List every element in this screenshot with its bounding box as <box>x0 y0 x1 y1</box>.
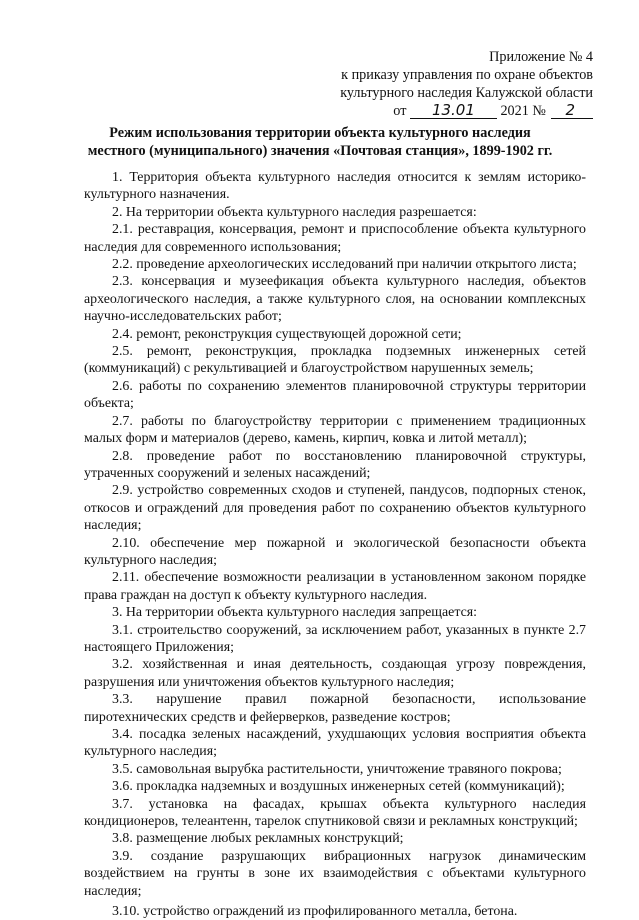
paragraph-3-4: 3.4. посадка зеленых насаждений, ухудшающих условия восприятия объекта культурного наследия; <box>84 727 586 760</box>
paragraph-1: 1. Территория объекта культурного наследия относится к землям историко-культурного назначения. <box>84 170 586 203</box>
paragraph-2-7: 2.7. работы по благоустройству территории с применением традиционных малых форм и материалов (дерево, камень, кирпич, ковка и литой металл); <box>84 413 586 447</box>
handwritten-order-number: 2 <box>551 103 593 119</box>
paragraph-3-10: 3.10. устройство ограждений из профилированного металла, бетона. <box>112 904 518 920</box>
appendix-date-line <box>263 102 593 120</box>
paragraph-2-4: 2.4. ремонт, реконструкция существующей дорожной сети; <box>112 326 462 342</box>
paragraph-3-8: 3.8. размещение любых рекламных конструкций; <box>112 831 404 847</box>
paragraph-2-2: 2.2. проведение археологических исследований при наличии открытого листа; <box>112 257 577 273</box>
paragraph-3-2: 3.2. хозяйственная и иная деятельность, создающая угрозу повреждения, разрушения или уничтожения объектов культурного наследия; <box>84 657 586 690</box>
document-title: Режим использования территории объекта культурного наследия местного (муниципального) значения «Почтовая станция», 1899-1902 гг. <box>87 125 553 159</box>
appendix-order-reference: к приказу управления по охране объектов <box>341 67 593 83</box>
document-body <box>84 169 586 920</box>
paragraph-2-3: 2.3. консервация и музеефикация объекта культурного наследия, объектов археологического наследия, а также культурного слоя, на основании комплексных научно-исследовательских работ; <box>84 274 586 325</box>
appendix-header <box>263 48 593 120</box>
paragraph-2-1: 2.1. реставрация, консервация, ремонт и приспособление объекта культурного наследия для современного использования; <box>84 222 586 255</box>
paragraph-3-1: 3.1. строительство сооружений, за исключением работ, указанных в пункте 2.7 настоящего Приложения; <box>84 622 586 655</box>
paragraph-2-8: 2.8. проведение работ по восстановлению планировочной структуры, утраченных сооружений и зеленых насаждений; <box>84 448 586 481</box>
paragraph-2: 2. На территории объекта культурного наследия разрешается: <box>112 204 477 220</box>
order-year: 2021 № <box>500 103 546 119</box>
appendix-number: Приложение № 4 <box>489 49 593 65</box>
paragraph-2-5: 2.5. ремонт, реконструкция, прокладка подземных инженерных сетей (коммуникаций) с рекультивацией и благоустройством нарушенных земель; <box>84 344 586 377</box>
paragraph-2-9: 2.9. устройство современных сходов и ступеней, пандусов, подпорных стенок, откосов и ограждений для проведения работ по сохранению объектов культурного наследия; <box>84 483 586 534</box>
paragraph-3-9: 3.9. создание разрушающих вибрационных нагрузок динамическим воздействием на грунты в зоне их взаимодействия с объектами культурного наследия; <box>84 848 586 899</box>
paragraph-2-11: 2.11. обеспечение возможности реализации в установленном законом порядке права граждан на доступ к объекту культурного наследия. <box>84 570 586 603</box>
paragraph-3-6: 3.6. прокладка надземных и воздушных инженерных сетей (коммуникаций); <box>112 779 565 795</box>
paragraph-2-10: 2.10. обеспечение мер пожарной и экологической безопасности объекта культурного наследия; <box>84 535 586 568</box>
handwritten-date: 13.01 <box>410 103 497 119</box>
appendix-authority: культурного наследия Калужской области <box>340 85 593 101</box>
paragraph-3: 3. На территории объекта культурного наследия запрещается: <box>112 605 477 621</box>
paragraph-2-6: 2.6. работы по сохранению элементов планировочной структуры территории объекта; <box>84 378 586 412</box>
paragraph-3-7: 3.7. установка на фасадах, крышах объекта культурного наследия кондиционеров, телеантенн, тарелок спутниковой связи и рекламных конструкций; <box>84 796 586 830</box>
paragraph-3-3: 3.3. нарушение правил пожарной безопасности, использование пиротехнических средств и фейерверков, разведение костров; <box>84 692 586 725</box>
paragraph-3-5: 3.5. самовольная вырубка растительности, уничтожение травяного покрова; <box>112 761 562 777</box>
date-prefix: от <box>393 103 407 119</box>
